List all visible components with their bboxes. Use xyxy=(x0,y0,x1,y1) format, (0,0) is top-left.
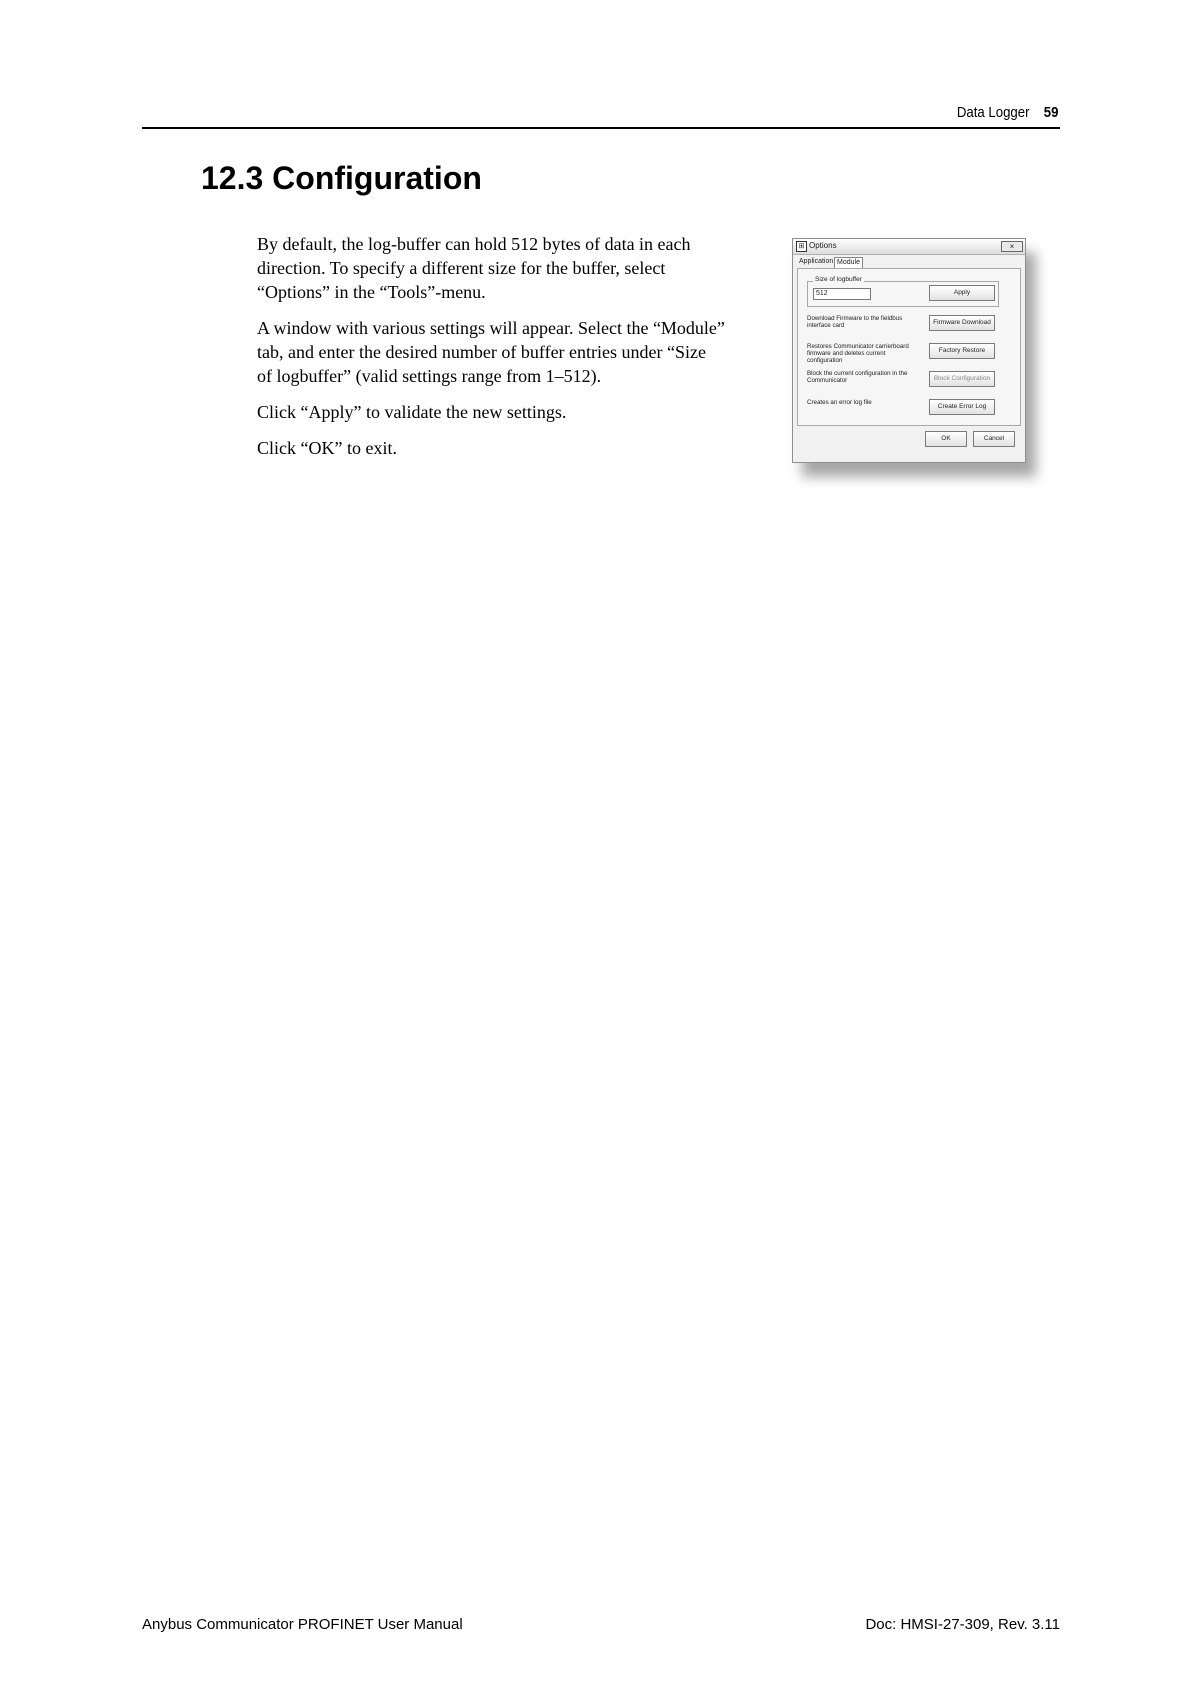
row-description: Restores Communicator carrierboard firmware and deletes current configuration xyxy=(807,343,909,364)
row-description: Download Firmware to the fieldbus interface card xyxy=(807,315,903,329)
dialog-title: Options xyxy=(809,241,837,250)
logbuffer-group-label: Size of logbuffer xyxy=(815,276,862,283)
dialog-titlebar xyxy=(793,239,1025,255)
page-number: 59 xyxy=(1043,104,1058,121)
paragraph: Click “OK” to exit. xyxy=(257,438,397,458)
header-section-title: Data Logger xyxy=(956,104,1030,121)
tab-application[interactable]: Application xyxy=(799,258,834,265)
page-header xyxy=(956,104,1058,121)
close-icon[interactable]: × xyxy=(1001,241,1023,252)
factory-restore-button[interactable]: Factory Restore xyxy=(929,343,995,359)
header-rule xyxy=(142,127,1060,129)
options-dialog-screenshot xyxy=(792,238,1026,463)
row-description: Creates an error log file xyxy=(807,399,872,406)
footer-doc-id: Doc: HMSI-27-309, Rev. 3.11 xyxy=(865,1616,1060,1633)
paragraph: A window with various settings will appear. Select the “Module” tab, and enter the desired number of buffer entries under “Size of logbuffer” (valid settings range from 1–512). xyxy=(257,318,725,386)
tab-module[interactable]: Module xyxy=(834,257,863,268)
firmware-download-button[interactable]: Firmware Download xyxy=(929,315,995,331)
paragraph: Click “Apply” to validate the new settings. xyxy=(257,402,567,422)
row-description: Block the current configuration in the Communicator xyxy=(807,370,908,384)
ok-button[interactable]: OK xyxy=(925,431,967,447)
create-error-log-button[interactable]: Create Error Log xyxy=(929,399,995,415)
section-title: 12.3 Configuration xyxy=(201,160,482,196)
logbuffer-size-input[interactable]: 512 xyxy=(813,288,871,300)
paragraph: By default, the log-buffer can hold 512 bytes of data in each direction. To specify a different size for the buffer, select “Options” in the “Tools”-menu. xyxy=(257,234,691,302)
app-icon: ⊞ xyxy=(796,241,807,252)
apply-button[interactable]: Apply xyxy=(929,285,995,301)
body-text xyxy=(257,232,725,472)
block-configuration-button[interactable]: Block Configuration xyxy=(929,371,995,387)
cancel-button[interactable]: Cancel xyxy=(973,431,1015,447)
footer-manual-title: Anybus Communicator PROFINET User Manual xyxy=(142,1616,463,1633)
